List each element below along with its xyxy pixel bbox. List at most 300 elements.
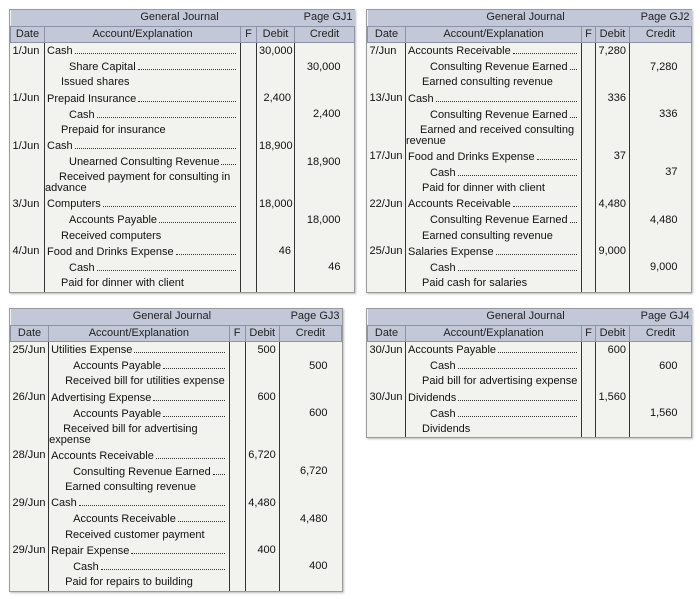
folio-cell [582,196,596,212]
debit-account-name: Cash [47,45,73,58]
debit-account-name: Accounts Receivable [51,449,154,462]
entry-explanation: Paid for dinner with client [422,182,545,195]
credit-amount: 46 [295,260,355,276]
entry-date [368,181,406,197]
entry-date: 1/Jun [12,139,40,152]
journal-page: Page GJ4 [630,309,692,325]
journal-gj1 [9,9,355,293]
leader-dots [570,107,577,118]
journal-gj3 [9,308,343,592]
folio-cell [582,43,596,60]
folio-cell [241,59,257,75]
leader-dots [159,212,236,223]
credit-amount [295,196,355,212]
explanation-row [368,228,692,244]
credit-amount [630,75,692,91]
account-cell [49,448,230,464]
debit-amount [596,165,630,181]
debit-amount [245,480,279,496]
col-account: Account/Explanation [45,26,241,43]
credit-amount [630,374,692,390]
folio-cell [241,196,257,212]
folio-cell [582,374,596,390]
debit-account-name: Cash [51,497,77,510]
entry-date [11,527,49,543]
entry-explanation: Paid bill for advertising expense [422,375,578,388]
entry-date: 4/Jun [12,245,40,258]
debit-amount [245,575,279,591]
leader-dots [498,342,577,353]
folio-cell [229,464,245,480]
entry-date [11,422,49,448]
account-cell [406,212,582,228]
folio-cell [241,228,257,244]
folio-cell [229,511,245,527]
folio-cell [582,212,596,228]
debit-amount [245,358,279,374]
entry-explanation: Received bill for advertising expense [49,422,198,446]
entry-date: 1/Jun [12,44,40,57]
account-cell [45,43,241,60]
account-cell [406,276,582,292]
entry-explanation: Paid for dinner with client [61,277,184,290]
debit-account-name: Accounts Payable [408,344,497,357]
journal-row [11,59,355,75]
debit-amount: 9,000 [596,244,630,260]
debit-amount: 500 [245,342,279,359]
entry-date: 22/Jun [369,197,403,210]
leader-dots [458,358,577,369]
entry-date: 1/Jun [12,92,40,105]
debit-amount: 6,720 [245,448,279,464]
debit-amount [245,406,279,422]
credit-amount [279,448,341,464]
journal-row [368,43,692,60]
account-cell [49,495,230,511]
entry-date [368,406,406,422]
entry-date [368,165,406,181]
credit-amount [295,43,355,60]
journal-row [11,390,342,406]
account-cell [406,244,582,260]
debit-amount [596,260,630,276]
debit-amount [596,276,630,292]
debit-amount: 7,280 [596,43,630,60]
account-cell [406,342,582,359]
journal-row [11,543,342,559]
journal-title-row [11,10,355,26]
debit-amount: 37 [596,149,630,165]
entry-explanation: Issued shares [61,76,130,89]
journal-row [11,244,355,260]
journal-row [368,406,692,422]
col-account: Account/Explanation [406,325,582,342]
debit-amount: 600 [596,342,630,359]
folio-cell [241,123,257,139]
credit-account-name: Consulting Revenue Earned [430,214,568,227]
debit-amount: 600 [245,390,279,406]
folio-cell [582,276,596,292]
journal-row [368,107,692,123]
leader-dots [97,260,236,271]
leader-dots [134,342,224,353]
explanation-row [368,276,692,292]
entry-date [11,228,45,244]
account-cell [45,196,241,212]
debit-amount [596,422,630,438]
col-credit: Credit [630,26,692,43]
folio-cell [582,342,596,359]
account-cell [45,123,241,139]
folio-cell [229,543,245,559]
debit-amount [596,181,630,197]
entry-date [11,480,49,496]
explanation-row [11,422,342,448]
journal-row [11,406,342,422]
folio-cell [241,91,257,107]
journal-title: General Journal [368,309,630,325]
credit-amount [630,276,692,292]
journal-header-row [11,325,342,342]
folio-cell [582,75,596,91]
entry-explanation: Received customer payment [65,528,205,541]
folio-cell [241,107,257,123]
credit-account-name: Cash [430,166,456,179]
account-cell [49,480,230,496]
credit-amount [279,480,341,496]
credit-amount [630,422,692,438]
folio-cell [229,448,245,464]
account-cell [406,107,582,123]
account-cell [406,390,582,406]
debit-amount [245,527,279,543]
account-cell [49,575,230,591]
credit-amount: 18,000 [295,212,355,228]
col-debit: Debit [596,26,630,43]
debit-amount [257,228,295,244]
journal-row [11,107,355,123]
credit-amount: 30,000 [295,59,355,75]
credit-account-name: Cash [73,560,99,573]
credit-account-name: Accounts Payable [73,407,162,420]
account-cell [406,358,582,374]
entry-date [11,374,49,390]
debit-account-name: Cash [408,92,434,105]
col-f: F [241,26,257,43]
account-cell [406,181,582,197]
leader-dots [513,43,577,54]
journal-row [368,260,692,276]
account-cell [49,543,230,559]
col-f: F [582,26,596,43]
journal-row [368,358,692,374]
credit-amount: 6,720 [279,464,341,480]
account-cell [45,107,241,123]
debit-amount [596,107,630,123]
entry-date [368,374,406,390]
debit-amount [596,374,630,390]
journal-row [11,138,355,154]
entry-date [11,170,45,196]
credit-amount [279,422,341,448]
credit-amount [630,390,692,406]
debit-amount [257,123,295,139]
entry-date [11,276,45,292]
journal-header-row [368,325,692,342]
entry-date [11,559,49,575]
entry-date: 25/Jun [12,343,46,356]
folio-cell [241,75,257,91]
folio-cell [229,495,245,511]
debit-amount [257,212,295,228]
leader-dots [101,559,225,570]
account-cell [45,228,241,244]
credit-amount [295,276,355,292]
entry-date [368,107,406,123]
journal-gj2 [366,9,692,293]
account-cell [406,59,582,75]
entry-explanation: Earned consulting revenue [65,481,196,494]
journal-row [11,260,355,276]
credit-account-name: Consulting Revenue Earned [73,465,211,478]
account-cell [49,358,230,374]
explanation-row [11,123,355,139]
leader-dots [458,165,577,176]
journal-header-row [368,26,692,43]
leader-dots [156,448,225,459]
credit-amount [279,342,341,359]
entry-date [11,75,45,91]
credit-account-name: Accounts Receivable [73,513,176,526]
explanation-row [11,527,342,543]
journal-row [368,212,692,228]
credit-amount: 2,400 [295,107,355,123]
account-cell [49,511,230,527]
debit-account-name: Salaries Expense [408,245,494,258]
journal-row [11,464,342,480]
debit-account-name: Repair Expense [51,544,130,557]
journal-row [368,244,692,260]
credit-account-name: Consulting Revenue Earned [430,108,568,121]
credit-account-name: Cash [69,261,95,274]
credit-amount: 336 [630,107,692,123]
entry-date: 30/Jun [369,343,403,356]
account-cell [406,228,582,244]
debit-amount [596,212,630,228]
debit-amount [596,228,630,244]
leader-dots [138,91,236,102]
journal-row [11,358,342,374]
leader-dots [458,406,577,417]
entry-date [368,260,406,276]
credit-amount [295,123,355,139]
leader-dots [138,59,236,70]
explanation-row [368,75,692,91]
explanation-row [11,75,355,91]
debit-amount [257,75,295,91]
folio-cell [229,374,245,390]
folio-cell [582,107,596,123]
journal-row [11,511,342,527]
credit-amount: 500 [279,358,341,374]
account-cell [45,212,241,228]
debit-amount: 30,000 [257,43,295,60]
account-cell [45,154,241,170]
entry-date [11,59,45,75]
credit-amount [279,495,341,511]
journal-row [11,196,355,212]
debit-amount: 46 [257,244,295,260]
debit-amount: 18,000 [257,196,295,212]
leader-dots [153,390,224,401]
journal-table [10,10,355,292]
folio-cell [582,123,596,149]
entry-explanation: Received bill for utilities expense [65,375,225,388]
entry-date [11,260,45,276]
journal-row [368,342,692,359]
debit-amount [245,422,279,448]
debit-account-name: Food and Drinks Expense [408,150,535,163]
credit-amount: 9,000 [630,260,692,276]
col-debit: Debit [257,26,295,43]
entry-date [368,422,406,438]
credit-amount [279,575,341,591]
entry-date [368,276,406,292]
debit-amount [596,358,630,374]
credit-account-name: Accounts Payable [69,214,158,227]
debit-account-name: Food and Drinks Expense [47,245,174,258]
journal-row [368,390,692,406]
folio-cell [582,165,596,181]
entry-explanation: Earned consulting revenue [422,76,553,89]
credit-amount: 1,560 [630,406,692,422]
debit-amount: 400 [245,543,279,559]
debit-amount [596,75,630,91]
entry-date: 7/Jun [369,44,397,57]
account-cell [49,390,230,406]
credit-account-name: Accounts Payable [73,360,162,373]
folio-cell [241,138,257,154]
account-cell [406,123,582,149]
folio-cell [229,358,245,374]
debit-amount [245,464,279,480]
folio-cell [582,149,596,165]
leader-dots [97,107,236,118]
folio-cell [241,276,257,292]
leader-dots [570,212,577,223]
folio-cell [582,260,596,276]
entry-explanation: Prepaid for insurance [61,124,166,137]
col-f: F [229,325,245,342]
credit-amount [295,91,355,107]
col-f: F [582,325,596,342]
credit-account-name: Cash [69,108,95,121]
account-cell [406,149,582,165]
leader-dots [537,149,577,160]
leader-dots [570,59,577,70]
journal-row [11,495,342,511]
credit-amount: 400 [279,559,341,575]
credit-amount [279,543,341,559]
debit-account-name: Accounts Receivable [408,45,511,58]
journal-row [11,448,342,464]
folio-cell [582,390,596,406]
journal-title-row [11,309,342,325]
credit-amount [295,244,355,260]
entry-date [11,123,45,139]
journal-title: General Journal [11,10,295,26]
journal-row [368,165,692,181]
journal-row [11,342,342,359]
credit-amount [279,374,341,390]
entry-date: 29/Jun [12,544,46,557]
entry-explanation: Earned consulting revenue [422,229,553,242]
journal-page: Page GJ2 [630,10,692,26]
account-cell [406,374,582,390]
entry-date: 13/Jun [369,92,403,105]
debit-amount: 4,480 [245,495,279,511]
entry-date: 3/Jun [12,197,40,210]
credit-account-name: Consulting Revenue Earned [430,61,568,74]
debit-account-name: Cash [47,140,73,153]
debit-amount: 2,400 [257,91,295,107]
folio-cell [229,342,245,359]
account-cell [406,406,582,422]
folio-cell [229,390,245,406]
folio-cell [582,228,596,244]
debit-amount: 1,560 [596,390,630,406]
account-cell [45,59,241,75]
folio-cell [582,406,596,422]
explanation-row [368,123,692,149]
credit-account-name: Share Capital [69,61,136,74]
entry-date [11,154,45,170]
entry-date: 17/Jun [369,150,403,163]
col-date: Date [11,26,45,43]
leader-dots [458,260,577,271]
folio-cell [241,212,257,228]
account-cell [406,165,582,181]
explanation-row [11,480,342,496]
journal-title-row [368,10,692,26]
journal-row [11,212,355,228]
folio-cell [229,575,245,591]
entry-date [368,59,406,75]
leader-dots [221,154,236,165]
credit-amount [295,75,355,91]
credit-amount [295,170,355,196]
folio-cell [229,480,245,496]
account-cell [45,244,241,260]
credit-amount: 4,480 [630,212,692,228]
debit-amount: 336 [596,91,630,107]
explanation-row [11,374,342,390]
credit-amount [630,244,692,260]
col-date: Date [11,325,49,342]
account-cell [49,406,230,422]
account-cell [45,138,241,154]
journal-gj4 [366,308,692,438]
journal-page: Page GJ1 [295,10,355,26]
entry-explanation: Received payment for consulting in advance [45,171,231,195]
leader-dots [103,196,236,207]
credit-amount: 600 [279,406,341,422]
journal-page: Page GJ3 [279,309,341,325]
folio-cell [582,244,596,260]
entry-date [11,212,45,228]
leader-dots [75,138,236,149]
leader-dots [75,43,236,54]
